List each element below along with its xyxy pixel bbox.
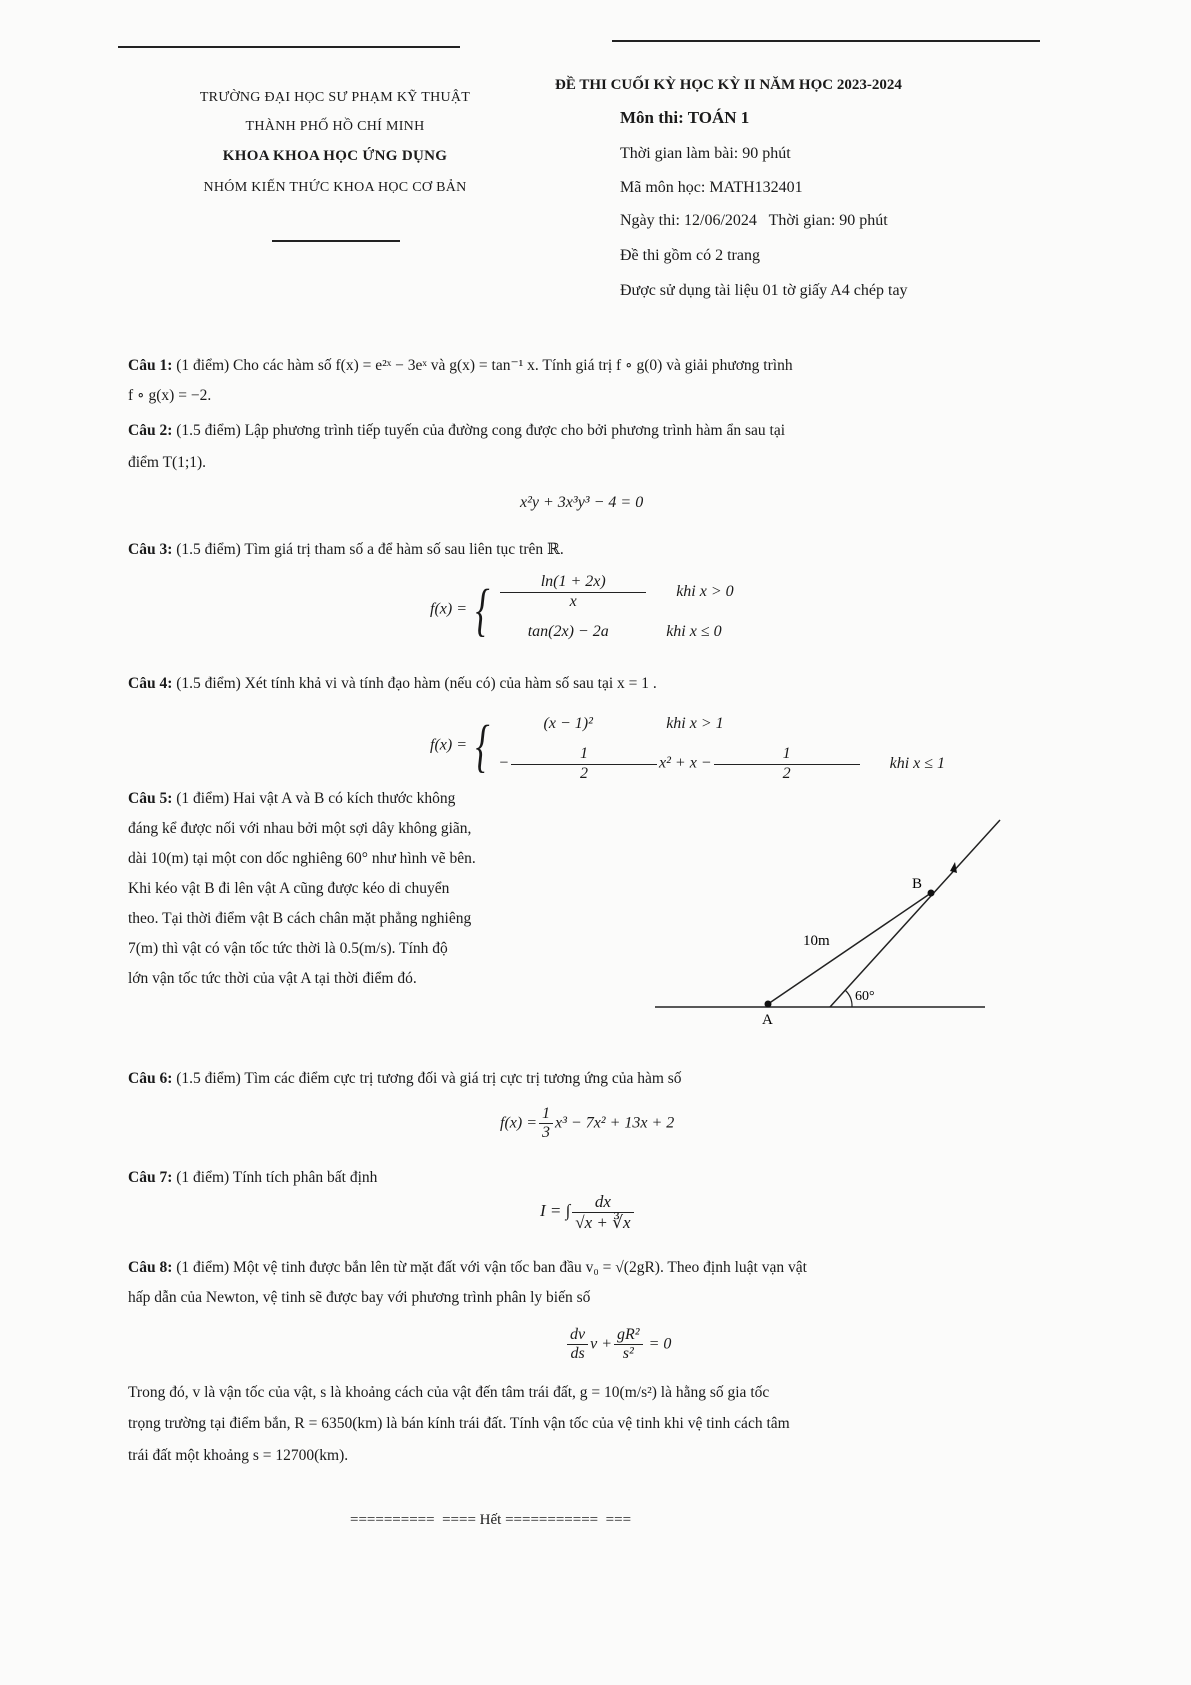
question-2-cont: điểm T(1;1).: [128, 454, 207, 471]
question-text: đáng kể được nối với nhau bởi một sợi dây không giãn,: [128, 820, 472, 837]
question-text: (1 điểm) Tính tích phân bất định: [176, 1169, 378, 1186]
end-marker: ========== ==== Hết =========== ===: [350, 1512, 632, 1528]
question-text: 7(m) thì vật có vận tốc tức thời là 0.5(m/s). Tính độ: [128, 940, 448, 957]
denominator: s²: [622, 1345, 634, 1363]
course-code: Mã môn học: MATH132401: [620, 179, 803, 196]
label-b: B: [912, 876, 923, 892]
question-label: Câu 6:: [128, 1070, 173, 1087]
label-a: A: [762, 1012, 773, 1028]
question-text: (1.5 điểm) Tìm giá trị tham số a để hàm số sau liên tục trên ℝ.: [176, 541, 564, 558]
equation-lhs: I = ∫: [540, 1200, 571, 1220]
integral-q7: [540, 1192, 636, 1232]
angle-arc: [845, 990, 852, 1007]
question-label: Câu 3:: [128, 541, 173, 558]
rope-line: [768, 893, 931, 1004]
school-name: TRƯỜNG ĐẠI HỌC SƯ PHẠM KỸ THUẬT: [199, 90, 471, 105]
minus: −: [498, 754, 509, 772]
angle-label: 60°: [855, 989, 875, 1004]
condition: khi x ≤ 0: [666, 623, 722, 640]
page-count: Đề thi gồm có 2 trang: [620, 247, 760, 264]
numerator: 1: [714, 745, 860, 764]
equation-tail: = 0: [648, 1335, 672, 1353]
denominator: √x + ∛x: [575, 1212, 631, 1232]
equation-q2: x²y + 3x³y³ − 4 = 0: [520, 494, 644, 511]
question-label: Câu 2:: [128, 422, 173, 439]
case-expr: (x − 1)²: [543, 715, 593, 732]
brace: {: [475, 577, 490, 642]
equation-mid: v +: [590, 1335, 613, 1353]
exam-title: ĐỀ THI CUỐI KỲ HỌC KỲ II NĂM HỌC 2023-2024: [555, 77, 902, 93]
numerator: ln(1 + 2x): [500, 573, 646, 592]
question-text: trọng trường tại điểm bắn, R = 6350(km) là bán kính trái đất. Tính vận tốc của vệ tinh khi vệ tinh cách tâm: [128, 1415, 790, 1432]
equation-lhs: f(x) =: [430, 600, 467, 618]
question-text: (1.5 điểm) Xét tính khả vi và tính đạo hàm (nếu có) của hàm số sau tại x = 1 .: [176, 675, 657, 692]
equation-q6: [500, 1105, 674, 1143]
denominator: 3: [542, 1124, 550, 1142]
question-7: [128, 1169, 377, 1187]
numerator: 1: [539, 1105, 553, 1124]
exam-subject: Môn thi: TOÁN 1: [620, 108, 750, 127]
group-name: NHÓM KIẾN THỨC KHOA HỌC CƠ BẢN: [203, 180, 467, 195]
question-label: Câu 4:: [128, 675, 173, 692]
numerator: gR²: [614, 1326, 643, 1345]
numerator: dv: [567, 1326, 588, 1345]
question-text: trái đất một khoảng s = 12700(km).: [128, 1447, 349, 1464]
case-expr: tan(2x) − 2a: [527, 623, 609, 640]
materials-note: Được sử dụng tài liệu 01 tờ giấy A4 chép tay: [620, 282, 908, 299]
denominator: ds: [570, 1345, 585, 1363]
question-text: Khi kéo vật B đi lên vật A cũng được kéo di chuyển: [128, 880, 450, 897]
denominator: 2: [782, 764, 791, 782]
case-expr: x² + x −: [659, 754, 712, 772]
point-a: [765, 1001, 772, 1008]
question-text: (1.5 điểm) Tìm các điểm cực trị tương đối và giá trị cực trị tương ứng của hàm số: [176, 1070, 682, 1087]
question-label: Câu 8:: [128, 1259, 173, 1276]
question-1-cont: f ∘ g(x) = −2.: [128, 387, 212, 404]
equation-lhs: f(x) =: [430, 736, 467, 754]
denominator: 2: [580, 764, 588, 782]
numerator: 1: [511, 745, 657, 764]
question-text: hấp dẫn của Newton, vệ tinh sẽ được bay với phương trình phân ly biến số: [128, 1289, 591, 1306]
exam-date: Ngày thi: 12/06/2024 Thời gian: 90 phút: [620, 212, 888, 229]
question-6: [128, 1070, 682, 1088]
question-8: [128, 1259, 807, 1277]
question-label: Câu 1:: [128, 357, 173, 374]
equation-q8: [565, 1326, 671, 1364]
brace: {: [475, 713, 490, 778]
question-text: (1 điểm) Một vệ tinh được bắn lên từ mặt đất với vận tốc ban đầu v₀ = √(2gR). Theo định luật vạn vật: [176, 1259, 807, 1276]
incline-line: [830, 820, 1000, 1007]
arrow-icon: [950, 862, 957, 873]
question-text: lớn vận tốc tức thời của vật A tại thời điểm đó.: [128, 970, 417, 987]
faculty-name: KHOA KHOA HỌC ỨNG DỤNG: [222, 148, 448, 164]
city-name: THÀNH PHỐ HỒ CHÍ MINH: [245, 119, 425, 134]
question-text: Trong đó, v là vận tốc của vật, s là khoảng cách của vật đến tâm trái đất, g = 10(m/s²) là hằng số gia tốc: [128, 1384, 770, 1401]
condition: khi x > 0: [676, 583, 734, 600]
condition: khi x > 1: [666, 715, 724, 732]
denominator: x: [569, 592, 577, 610]
numerator: dx: [572, 1192, 633, 1213]
equation-rest: x³ − 7x² + 13x + 2: [555, 1114, 675, 1132]
question-text: dài 10(m) tại một con dốc nghiêng 60° như hình vẽ bên.: [128, 850, 476, 867]
question-text: theo. Tại thời điểm vật B cách chân mặt phẳng nghiêng: [128, 910, 472, 927]
point-b: [928, 890, 935, 897]
exam-duration: Thời gian làm bài: 90 phút: [620, 145, 791, 162]
question-text: (1 điểm) Hai vật A và B có kích thước không: [176, 790, 456, 807]
equation-lhs: f(x) =: [500, 1114, 537, 1132]
question-label: Câu 5:: [128, 790, 173, 807]
question-label: Câu 7:: [128, 1169, 173, 1186]
question-text: (1.5 điểm) Lập phương trình tiếp tuyến của đường cong được cho bởi phương trình hàm ẩn sau tại: [176, 422, 786, 439]
condition: khi x ≤ 1: [889, 755, 946, 772]
question-text: (1 điểm) Cho các hàm số f(x) = e²ˣ − 3eˣ và g(x) = tan⁻¹ x. Tính giá trị f ∘ g(0) và giải phương trình: [176, 357, 793, 374]
length-label: 10m: [803, 933, 830, 949]
